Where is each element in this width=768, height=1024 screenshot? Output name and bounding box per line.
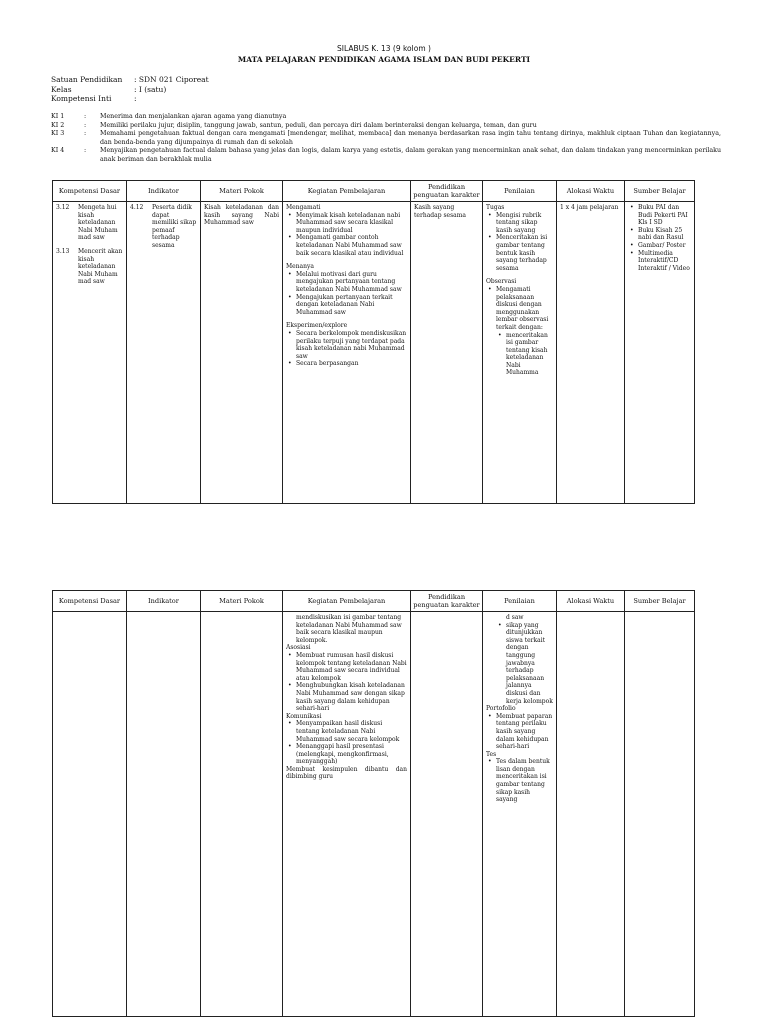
syllabus-table-1 [52, 180, 695, 504]
col-header-indikator: Indikator [127, 591, 201, 612]
list-item: • Menyimak kisah keteladanan nabi Muhammad saw secara klasikal maupun individual [296, 212, 407, 235]
nested-bullet-list [496, 332, 553, 378]
list-item: • Menanggapi hasil presentasi (melengkapi, mengkonfirmasi, menyanggah) [296, 743, 407, 766]
bullet-list [286, 652, 407, 713]
list-item: • Menceritakan isi gambar tentang bentuk kasih sayang terhadap sesama [496, 234, 553, 272]
section-heading: Asosiasi [286, 644, 311, 652]
table-header-row [53, 591, 695, 612]
list-item: • Secara berpasangan [296, 360, 407, 368]
section-heading: Mengamati [286, 204, 321, 211]
bullet-list [486, 758, 553, 804]
ki-text: Memiliki perilaku jujur, disiplin, tanggung jawab, santun, peduli, dan percaya diri dalam berinteraksi dengan keluarga, teman, dan guru [100, 121, 537, 129]
ki-row-3 [51, 130, 721, 147]
list-item: • Buku Kisah 25 nabi dan Rasul [638, 227, 691, 242]
col-header-sumber: Sumber Belajar [625, 181, 695, 202]
cell-kegiatan [283, 612, 411, 1017]
list-item: • Mengamati gambar contoh keteladanan Nabi Muhammad saw baik secara klasikal atau individual [296, 234, 407, 257]
meta-label: Kelas [51, 84, 72, 94]
meta-value: : [134, 94, 137, 103]
col-header-sumber: Sumber Belajar [625, 591, 695, 612]
cell-sumber [625, 202, 695, 504]
meta-label: Kompetensi Inti [51, 94, 112, 103]
indikator-number: 4.12 [130, 204, 144, 211]
list-item: • Mengajukan pertanyaan terkait dengan keteladanan Nabi Muhammad saw [296, 294, 407, 317]
meta-label: Satuan Pendidikan [51, 75, 123, 84]
cell-indikator [127, 202, 201, 504]
table-row [53, 612, 695, 1017]
bullet-list [286, 720, 407, 766]
bullet-list [286, 330, 407, 368]
section-heading: Tugas [486, 204, 505, 211]
col-header-karakter: Pendidikan penguatan karakter [411, 181, 483, 202]
ki-row-1 [51, 113, 721, 122]
meta-row-kelas [51, 85, 209, 95]
cell-karakter: Kasih sayang terhadap sesama [411, 202, 483, 504]
cell-kd [53, 202, 127, 504]
closing-text: Membuat kesimpulen dibantu dan dibimbing guru [286, 765, 407, 781]
bullet-list [286, 271, 407, 317]
ki-text: Memahami pengetahuan faktual dengan cara mengamati [mendengar, melihat, membaca] dan menanya berdasarkan rasa ingin tahu tentang dirinya, makhluk ciptaan Tuhan dan kegiatannya, dan benda-benda yang dijumpainya di rumah dan di sekolah [100, 130, 721, 146]
cell-kegiatan [283, 202, 411, 504]
ki-code: KI 3 [51, 130, 65, 138]
bullet-list [628, 204, 691, 272]
section-heading: Portofolio [486, 705, 516, 713]
cell-kd [53, 612, 127, 1017]
ki-colon: : [84, 113, 87, 120]
col-header-kd: Kompetensi Dasar [53, 591, 127, 612]
cell-karakter [411, 612, 483, 1017]
ki-text: Menerima dan menjalankan ajaran agama yang dianutnya [100, 113, 287, 120]
indikator-text: Peserta didik dapat memiliki sikap pemaaf terhadap sesama [152, 204, 197, 249]
ki-row-2 [51, 122, 721, 131]
cell-materi [201, 612, 283, 1017]
list-item: • Melalui motivasi dari guru mengajukan pertanyaan tentang keteladanan Nabi Muhammad saw [296, 271, 407, 294]
cell-sumber [625, 612, 695, 1017]
table-row [53, 202, 695, 504]
section-heading: Eksperimen/explore [286, 322, 348, 330]
section-heading: Komunikasi [286, 712, 322, 720]
list-item: • Gambar/ Poster [638, 242, 691, 250]
col-header-penilaian: Penilaian [483, 181, 557, 202]
continued-text: d saw [506, 614, 524, 621]
ki-colon: : [84, 147, 87, 155]
list-item: • Mengisi rubrik tentang sikap kasih sayang [496, 212, 553, 235]
document-title: SILABUS K. 13 (9 kolom ) [337, 44, 431, 53]
bullet-list [486, 713, 553, 751]
table-header-row [53, 181, 695, 202]
section-heading: Menanya [286, 263, 314, 271]
cell-alokasi: 1 x 4 jam pelajaran [557, 202, 625, 504]
cell-penilaian [483, 612, 557, 1017]
list-item: • Tes dalam bentuk lisan dengan menceritakan isi gambar tentang sikap kasih sayang [496, 758, 553, 804]
list-item [496, 286, 553, 377]
bullet-list [486, 286, 553, 377]
meta-value: : I (satu) [134, 84, 167, 94]
col-header-materi: Materi Pokok [201, 181, 283, 202]
list-item-text: Mengamati pelaksanaan diskusi dengan menggunakan lembar observasi terkait dengan: [496, 285, 549, 331]
list-item: • Secara berkelompok mendiskusikan perilaku terpuji yang terdapat pada kisah keteladanan nabi Muhammad saw [296, 330, 407, 360]
col-header-alokasi: Alokasi Waktu [557, 591, 625, 612]
identity-block [51, 75, 209, 104]
syllabus-table-2 [52, 590, 695, 1017]
col-header-indikator: Indikator [127, 181, 201, 202]
kd-item [56, 204, 123, 242]
cell-materi: Kisah keteladanan dan kasih sayang Nabi Muhammad saw [201, 202, 283, 504]
col-header-materi: Materi Pokok [201, 591, 283, 612]
meta-value: : SDN 021 Ciporeat [134, 75, 209, 84]
list-item: • menceritakan isi gambar tentang kisah keteladanan Nabi Muhamma [506, 332, 553, 378]
kd-item [56, 248, 123, 286]
col-header-kegiatan: Kegiatan Pembelajaran [283, 591, 411, 612]
ki-colon: : [84, 121, 87, 129]
list-item: • sikap yang ditunjukkan siswa terkait dengan tanggung jawabnya terhadap pelaksanaan jalannya diskusi dan kerja kelompok [506, 622, 553, 706]
kd-number: 3.12 [56, 204, 70, 211]
section-heading: Observasi [486, 278, 517, 286]
kd-text: Mencerit akan kisah keteladanan Nabi Muham mad saw [78, 247, 123, 286]
col-header-kegiatan: Kegiatan Pembelajaran [283, 181, 411, 202]
core-competence-list [51, 113, 721, 165]
section-heading: Tes [486, 750, 497, 758]
col-header-penilaian: Penilaian [483, 591, 557, 612]
kd-number: 3.13 [56, 247, 70, 255]
kd-text: Mengeta hui kisah keteladanan Nabi Muham mad saw [78, 204, 118, 242]
ki-text: Menyajikan pengetahuan factual dalam bahasa yang jelas dan logis, dalam karya yang estetis, dalam gerakan yang mencerminkan anak sehat, dan dalam tindakan yang mencerminkan perilaku anak beriman dan berakhlak mulia [100, 147, 721, 163]
bullet-list [486, 622, 553, 706]
col-header-alokasi: Alokasi Waktu [557, 181, 625, 202]
ki-colon: : [84, 130, 87, 138]
ki-code: KI 1 [51, 113, 65, 120]
col-header-karakter: Pendidikan penguatan karakter [411, 591, 483, 612]
col-header-kd: Kompetensi Dasar [53, 181, 127, 202]
ki-code: KI 4 [51, 147, 65, 155]
cell-alokasi [557, 612, 625, 1017]
ki-row-4 [51, 147, 721, 164]
meta-row-kompetensi [51, 94, 209, 104]
list-item: • Multimedia Interaktif/CD Interaktif / Video [638, 250, 691, 273]
ki-code: KI 2 [51, 121, 65, 129]
cell-penilaian [483, 202, 557, 504]
meta-row-satuan [51, 75, 209, 85]
list-item: • Menyampaikan hasil diskusi tentang keteladanan Nabi Muhammad saw secara kelompok [296, 720, 407, 743]
list-item: • Membuat rumusan hasil diskusi kelompok tentang keteladanan Nabi Muhammad saw secara individual atau kelompok [296, 652, 407, 682]
continued-text: mendiskusikan isi gambar tentang keteladanan Nabi Muhammad saw baik secara klasikal maupun kelompok. [296, 614, 402, 644]
cell-indikator [127, 612, 201, 1017]
bullet-list [486, 212, 553, 273]
bullet-list [286, 212, 407, 258]
document-subtitle: MATA PELAJARAN PENDIDIKAN AGAMA ISLAM DAN BUDI PEKERTI [237, 55, 531, 64]
indikator-item [130, 204, 197, 250]
list-item: • Buku PAI dan Budi Pekerti PAI Kls I SD [638, 204, 691, 227]
list-item: • Menghubungkan kisah keteladanan Nabi Muhammad saw dengan sikap kasih sayang dalam kehidupan sehari-hari [296, 682, 407, 712]
list-item: • Membuat paparan tentang perilaku kasih sayang dalam kehidupan sehari-hari [496, 713, 553, 751]
